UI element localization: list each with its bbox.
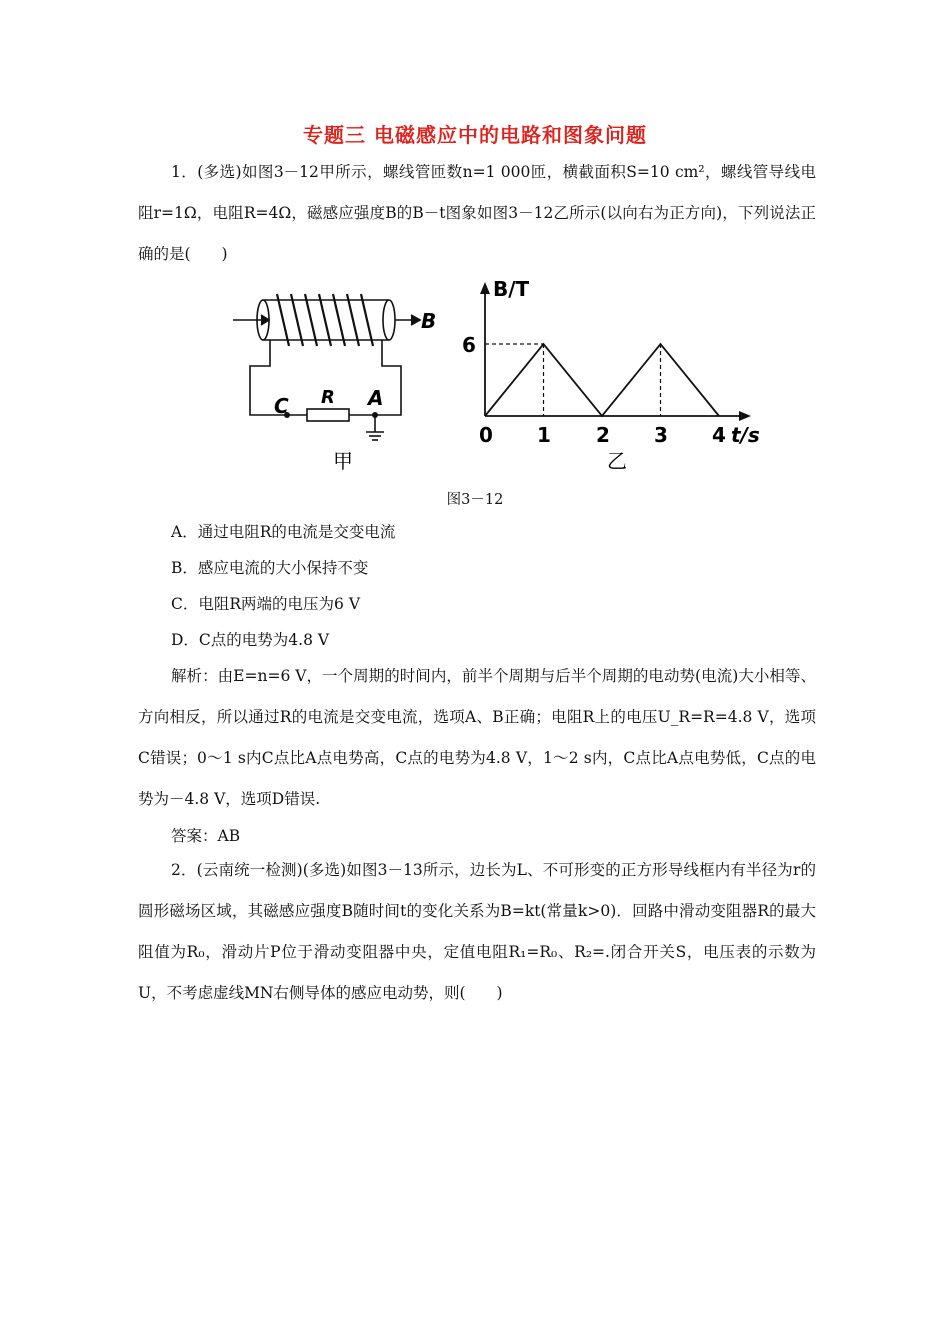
series-B-line — [485, 344, 719, 416]
bt-graph — [462, 277, 760, 473]
caption-yi: 乙 — [607, 449, 627, 473]
x-tick-0: 0 — [479, 423, 493, 447]
point-A-dot — [372, 412, 378, 418]
option-a: A．通过电阻R的电流是交变电流 — [171, 523, 396, 541]
x-tick-3: 3 — [654, 423, 668, 447]
solenoid-circuit — [233, 294, 420, 440]
option-c: C．电阻R两端的电压为6 V — [171, 595, 361, 613]
label-R: R — [321, 387, 335, 408]
answer: 答案：AB — [171, 827, 241, 845]
x-tick-1: 1 — [537, 423, 551, 447]
x-tick-2: 2 — [596, 423, 610, 447]
y-tick-6: 6 — [462, 333, 476, 357]
y-axis-label: B/T — [493, 277, 530, 301]
solenoid-coils — [277, 294, 373, 346]
analysis: 解析：由E=n=6 V，一个周期的时间内，前半个周期与后半个周期的电动势(电流)大小相等、方向相反，所以通过R的电流是交变电流，选项A、B正确；电阻R上的电压U_R=R=4.8 V，选项C错误；0～1 s内C点比A点电势高，C点的电势为4.8 V，1～2 s内，C点比A点电势低，C点的电势为－4.8 V，选项D错误. — [138, 667, 816, 808]
x-axis-arrow — [739, 411, 751, 421]
page-title: 专题三 电磁感应中的电路和图象问题 — [303, 123, 647, 147]
y-axis-arrow — [480, 282, 490, 294]
figure-3-12-svg — [225, 272, 765, 477]
figure-3-12 — [225, 272, 765, 481]
option-b: B．感应电流的大小保持不变 — [171, 559, 369, 577]
resistor-R — [307, 409, 349, 421]
x-axis-label: t/s — [731, 423, 760, 447]
option-d: D．C点的电势为4.8 V — [171, 631, 330, 649]
figure-caption: 图3－12 — [446, 492, 504, 508]
label-C: C — [274, 394, 289, 418]
question-2-stem: 2．(云南统一检测)(多选)如图3－13所示，边长为L、不可形变的正方形导线框内有半径为r的圆形磁场区域，其磁感应强度B随时间t的变化关系为B=kt(常量k>0)．回路中滑动变阻器R的最大阻值为R₀，滑动片P位于滑动变阻器中央，定值电阻R₁=R₀、R₂=.闭合开关S，电压表的示数为U，不考虑虚线MN右侧导体的感应电动势，则( ) — [138, 861, 816, 1002]
label-A: A — [368, 386, 384, 410]
label-B: B — [421, 309, 437, 333]
x-tick-4: 4 — [712, 423, 726, 447]
question-1-stem: 1．(多选)如图3－12甲所示，螺线管匝数n=1 000匝，横截面积S=10 cm²，螺线管导线电阻r=1Ω，电阻R=4Ω，磁感应强度B的B－t图象如图3－12乙所示(以向右为正方向)，下列说法正确的是( ) — [138, 163, 816, 263]
caption-jia: 甲 — [333, 449, 353, 473]
